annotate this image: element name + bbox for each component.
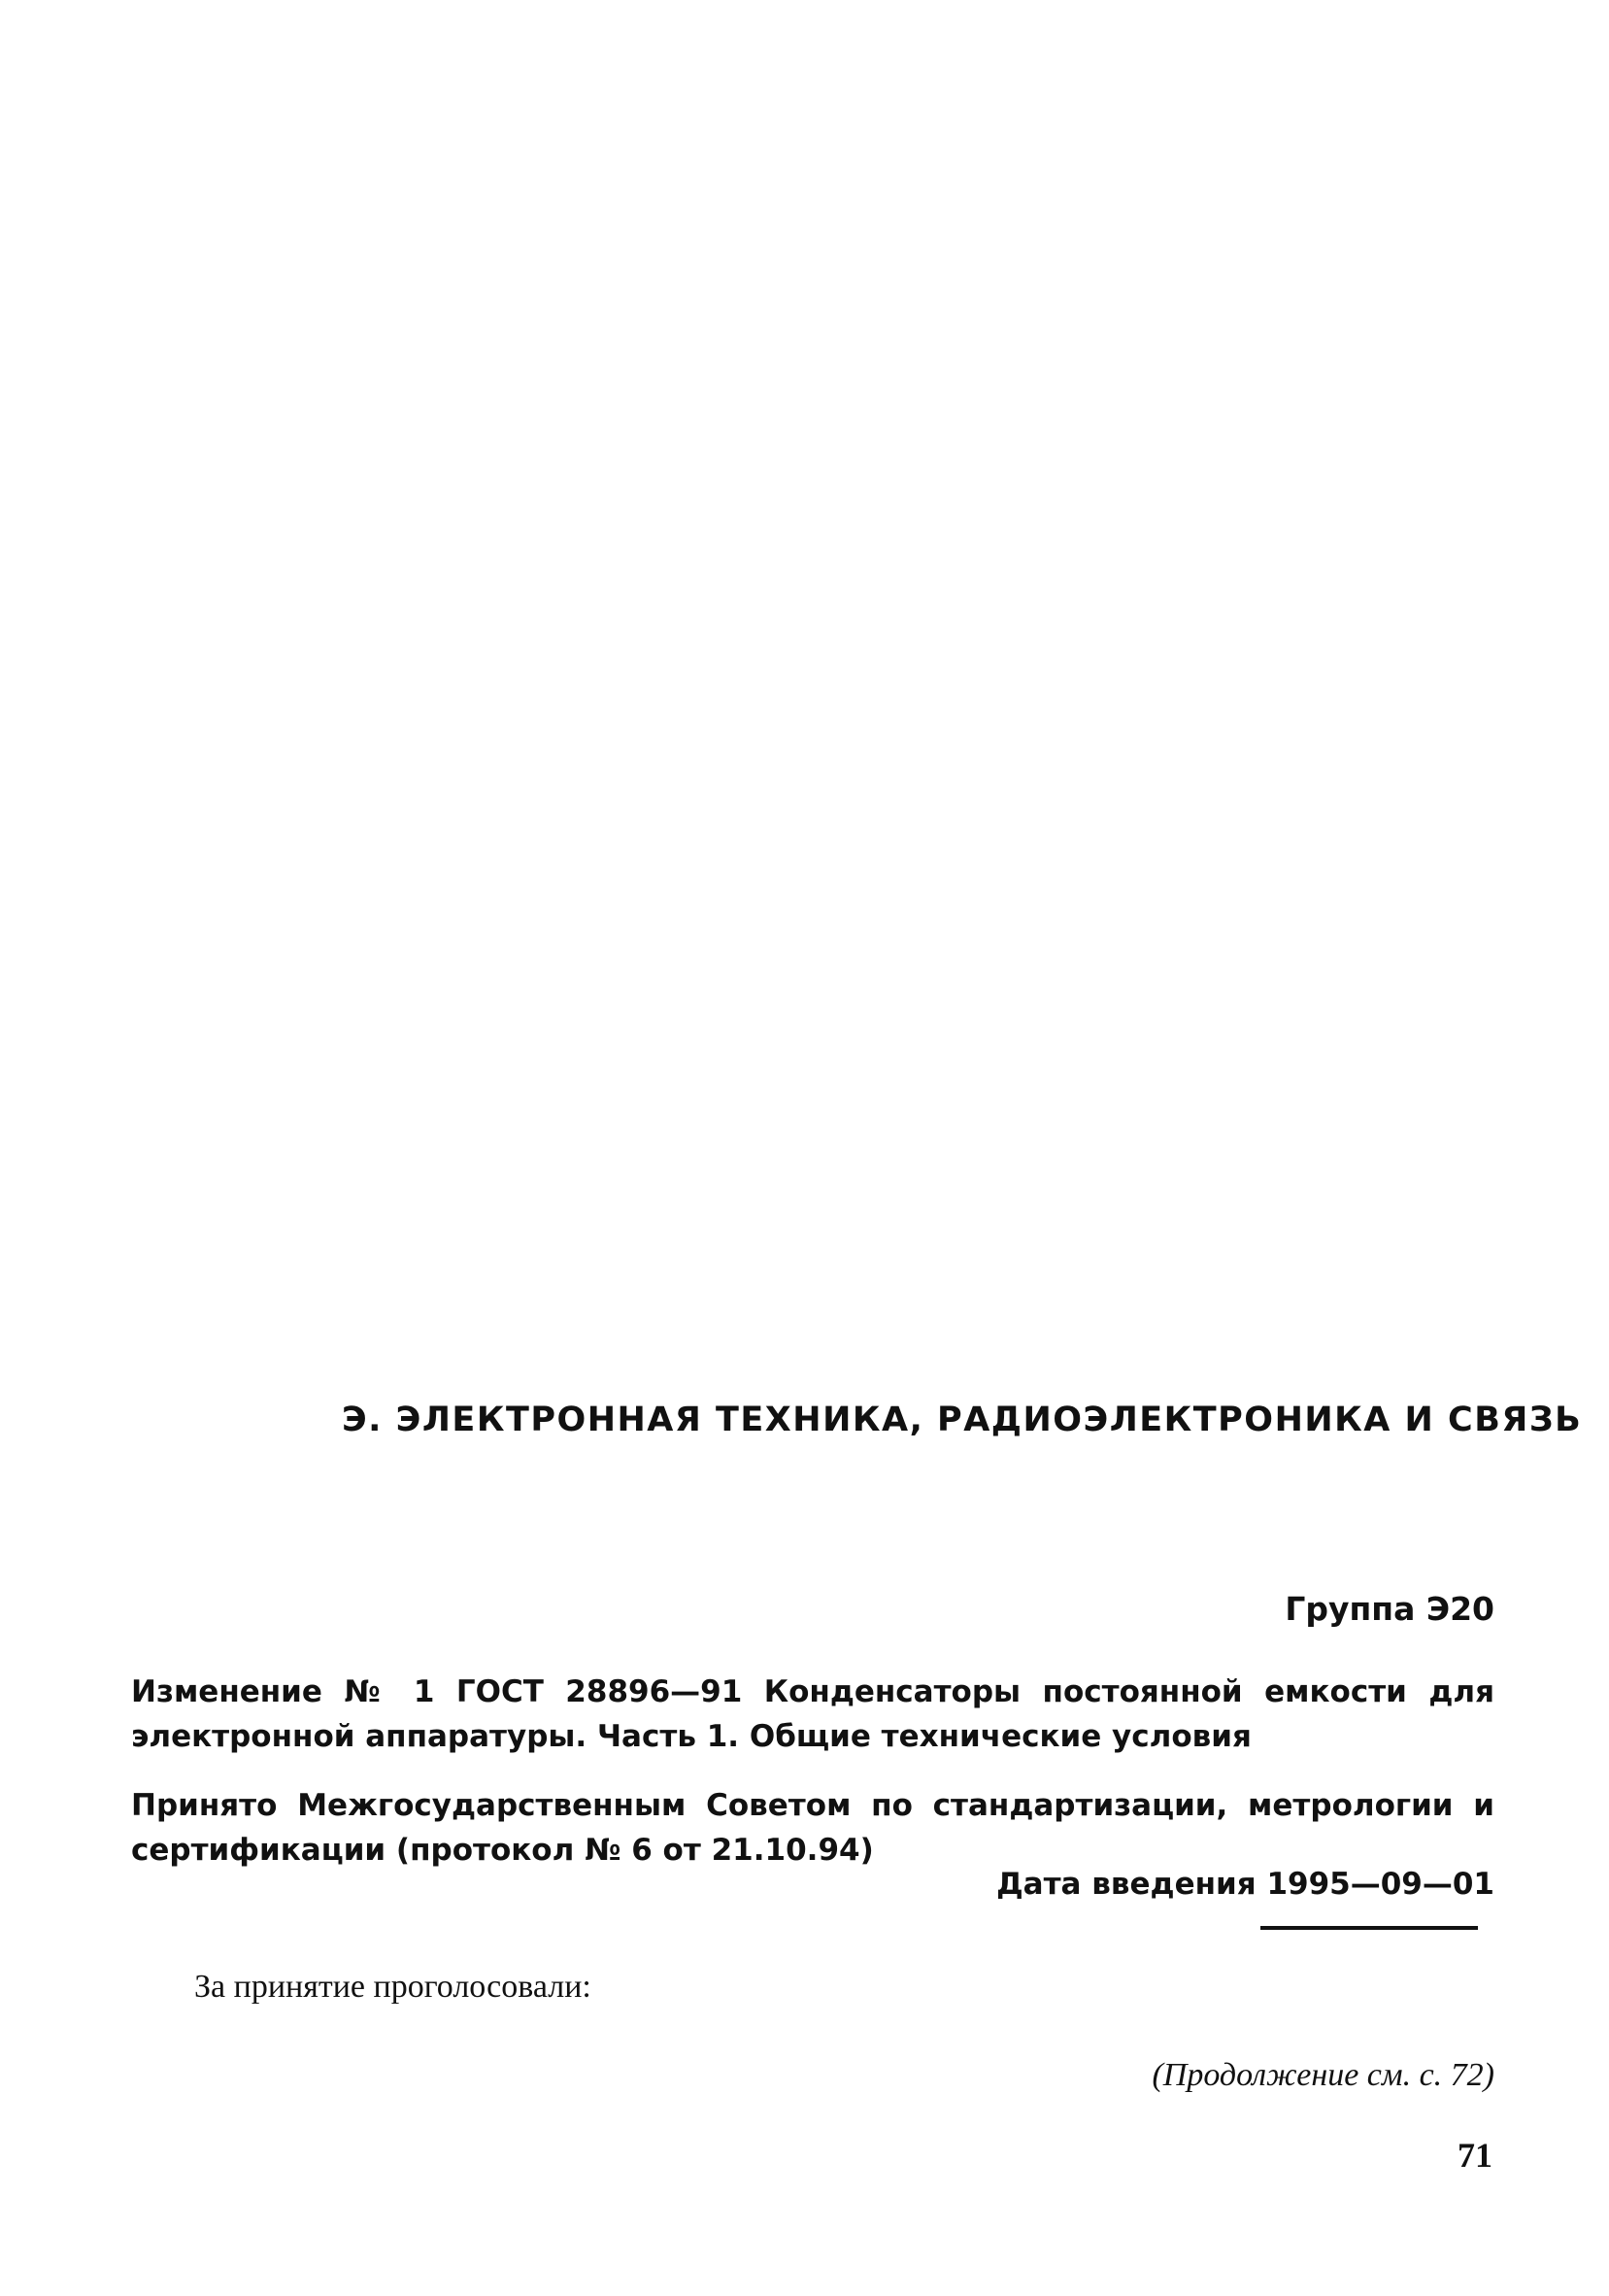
effective-date-label: Дата введения [996,1867,1257,1902]
page-number: 71 [1458,2136,1492,2175]
effective-date-value: 1995—09—01 [1266,1867,1494,1902]
change-description: Изменение № 1 ГОСТ 28896—91 Конденсаторы постоянной емкости для электронной аппаратуры. Часть 1. Общие технические условия [131,1674,1494,1754]
group-code: Группа Э20 [1285,1590,1494,1628]
section-title: Э. ЭЛЕКТРОННАЯ ТЕХНИКА, РАДИОЭЛЕКТРОНИКА И СВЯЗЬ [342,1401,1583,1439]
effective-date-underline [1260,1926,1478,1930]
acceptance-statement: Принято Межгосударственным Советом по стандартизации, метрологии и сертификации (протокол № 6 от 21.10.94) [131,1788,1494,1868]
voted-label: За принятие проголосовали: [194,1969,591,2005]
effective-date-line [996,1867,1494,1902]
continuation-note: (Продолжение см. с. 72) [1152,2057,1494,2093]
